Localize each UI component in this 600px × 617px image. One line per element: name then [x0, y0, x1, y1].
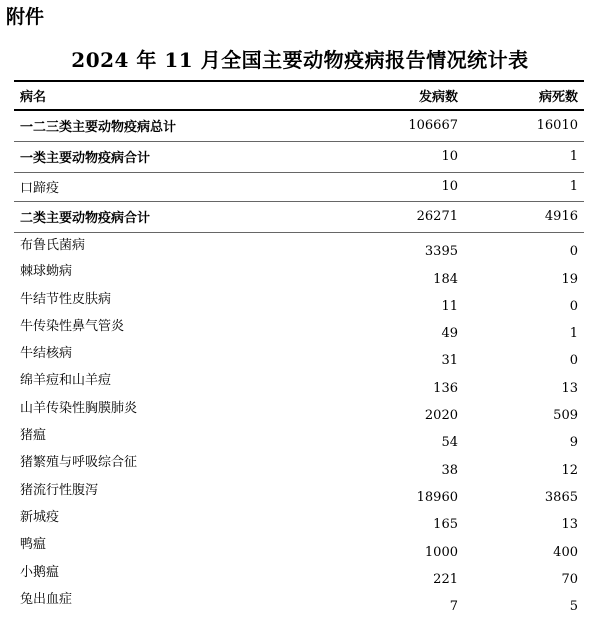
row-deaths: 16010 [536, 118, 578, 134]
table-row [14, 423, 584, 450]
row-disease-name: 一类主要动物疫病合计 [20, 151, 151, 166]
table-row [14, 450, 584, 477]
row-cases: 165 [433, 517, 458, 533]
row-disease-name: 猪流行性腹泻 [20, 482, 99, 498]
row-cases: 2020 [424, 408, 458, 424]
row-disease-name: 牛结核病 [20, 346, 73, 362]
row-deaths: 1 [569, 326, 578, 342]
table-row-class2-subtotal [14, 201, 584, 232]
table-row [14, 172, 584, 201]
row-disease-name: 牛传染性鼻气管炎 [20, 318, 125, 334]
table-row [14, 341, 584, 368]
row-cases: 49 [441, 326, 458, 342]
row-disease-name: 棘球蚴病 [20, 264, 73, 280]
row-disease-name: 一二三类主要动物疫病总计 [20, 120, 177, 136]
row-disease-name: 口蹄疫 [20, 181, 60, 196]
row-disease-name: 布鲁氏菌病 [20, 237, 86, 253]
row-cases: 7 [449, 599, 458, 615]
row-deaths: 70 [561, 571, 578, 587]
row-cases: 10 [441, 149, 458, 164]
row-disease-name: 兔出血症 [20, 591, 73, 607]
row-deaths: 3865 [544, 489, 578, 505]
header-deaths: 病死数 [538, 90, 578, 105]
row-deaths: 0 [569, 298, 578, 314]
header-disease-name: 病名 [20, 90, 47, 105]
row-disease-name: 二类主要动物疫病合计 [20, 211, 151, 226]
table-row-total [14, 110, 584, 141]
header-cases: 发病数 [418, 90, 458, 105]
table-row [14, 232, 584, 259]
row-cases: 18960 [416, 489, 458, 505]
row-cases: 38 [441, 462, 458, 478]
table-row [14, 368, 584, 395]
row-deaths: 9 [569, 435, 578, 451]
row-deaths: 13 [561, 517, 578, 533]
row-disease-name: 小鹅瘟 [20, 564, 60, 580]
table-row [14, 505, 584, 532]
row-disease-name: 猪繁殖与呼吸综合征 [20, 455, 138, 471]
row-deaths: 13 [561, 380, 578, 396]
row-cases: 11 [441, 298, 458, 314]
row-cases: 221 [433, 571, 458, 587]
row-deaths: 1 [569, 179, 578, 194]
row-disease-name: 牛结节性皮肤病 [20, 291, 112, 307]
row-deaths: 0 [569, 353, 578, 369]
row-disease-name: 绵羊痘和山羊痘 [20, 373, 112, 389]
row-cases: 136 [433, 380, 458, 396]
row-cases: 3395 [424, 244, 458, 260]
row-cases: 26271 [416, 209, 458, 224]
row-disease-name: 猪瘟 [20, 428, 47, 444]
row-deaths: 400 [553, 544, 578, 560]
row-deaths: 5 [569, 599, 578, 615]
row-disease-name: 山羊传染性胸膜肺炎 [20, 400, 138, 416]
row-deaths: 4916 [544, 209, 578, 224]
table-row [14, 396, 584, 423]
row-cases: 54 [441, 435, 458, 451]
table-row-class1-subtotal [14, 141, 584, 172]
row-deaths: 0 [569, 244, 578, 260]
row-cases: 184 [433, 271, 458, 287]
row-deaths: 509 [553, 408, 578, 424]
attachment-label: 附件 [6, 6, 45, 28]
table-row [14, 532, 584, 559]
table-row [14, 314, 584, 341]
table-header-row [14, 81, 584, 110]
page-title: 2024 年 11 月全国主要动物疫病报告情况统计表 [71, 48, 529, 72]
row-deaths: 1 [569, 149, 578, 164]
row-cases: 106667 [408, 118, 458, 134]
row-cases: 31 [441, 353, 458, 369]
table-row [14, 259, 584, 286]
row-cases: 10 [441, 179, 458, 194]
table-row [14, 287, 584, 314]
row-deaths: 19 [561, 271, 578, 287]
row-deaths: 12 [561, 462, 578, 478]
table-row [14, 560, 584, 587]
row-disease-name: 新城疫 [20, 509, 60, 525]
table-row [14, 478, 584, 505]
disease-statistics-table [14, 80, 584, 614]
row-cases: 1000 [424, 544, 458, 560]
row-disease-name: 鸭瘟 [20, 537, 47, 553]
table-row [14, 587, 584, 614]
